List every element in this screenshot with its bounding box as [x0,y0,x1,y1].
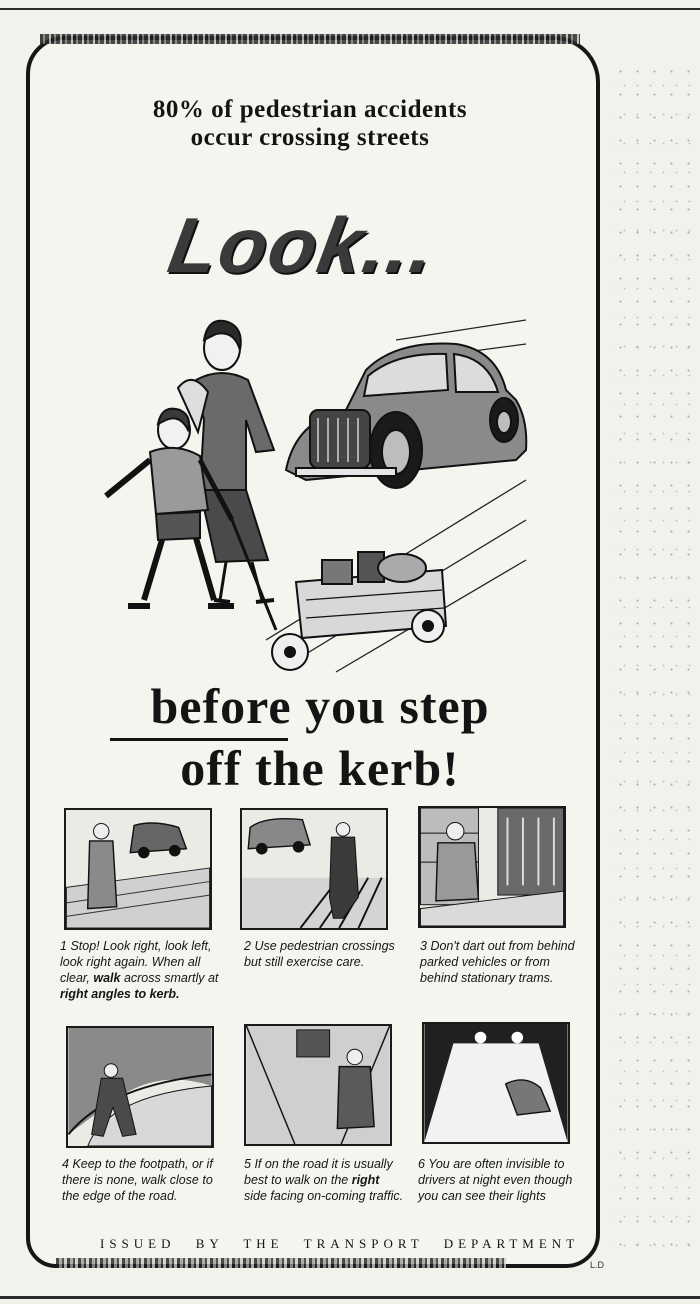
rule-1-text: Stop! Look right, look left, look right again. When all clear, [60,939,212,985]
tagline-line-1: before you step [150,678,490,734]
rule-1-number: 1 [60,939,67,953]
rule-5-emphasis-right: right [351,1173,380,1187]
rule-3-number: 3 [420,939,427,953]
corner-mark: L.D [590,1260,605,1270]
headline [80,96,540,152]
rule-1-emphasis-walk: walk [93,971,121,985]
panel-1-illustration [64,808,212,930]
page-top-rule [0,8,700,10]
headline-line-2: occur crossing streets [190,124,430,151]
rule-6-number: 6 [418,1157,425,1171]
look-lettering: Look... [162,201,444,289]
rule-5-caption [244,1156,404,1204]
panel-4-illustration [66,1026,214,1148]
tagline-line-2: off the kerb! [180,740,460,796]
panel-3-illustration [418,806,566,928]
rule-5-number: 5 [244,1157,251,1171]
rule-5-text: If on the road it is usually best to walk on the [244,1157,393,1187]
hero-illustration [96,300,536,680]
rule-5-text-cont: side facing on-coming traffic. [244,1189,404,1203]
rule-4-number: 4 [62,1157,69,1171]
rule-1-emphasis-angles: right angles to kerb. [60,987,180,1001]
rule-1-caption [60,938,220,1002]
frame-speckle-bottom [56,1258,506,1268]
rule-6-text: You are often invisible to drivers at night even though you can see their lights [418,1157,573,1203]
margin-print-noise [612,60,696,1260]
rule-4-text: Keep to the footpath, or if there is none, walk close to the edge of the road. [62,1157,213,1203]
panel-6-illustration [422,1022,570,1144]
panel-2-illustration [240,808,388,930]
page-bottom-rule [0,1296,700,1299]
panel-5-illustration [244,1024,392,1146]
cart-drawing [232,520,446,670]
rule-1-text-cont: across smartly at [120,971,219,985]
rule-6-caption [418,1156,578,1204]
issued-by-footer: ISSUED BY THE TRANSPORT DEPARTMENT [100,1236,580,1251]
rule-2-number: 2 [244,939,251,953]
headline-line-1: 80% of pedestrian accidents [152,96,468,123]
rule-4-caption [62,1156,222,1204]
car-drawing [286,344,526,488]
rule-3-text: Don't dart out from behind parked vehicles or from behind stationary trams. [420,939,575,985]
rule-2-text: Use pedestrian crossings but still exercise care. [244,939,395,969]
hero-illustration-drawing [96,300,536,680]
rule-3-caption [420,938,580,986]
rule-2-caption [244,938,404,970]
frame-speckle-top [40,34,580,44]
